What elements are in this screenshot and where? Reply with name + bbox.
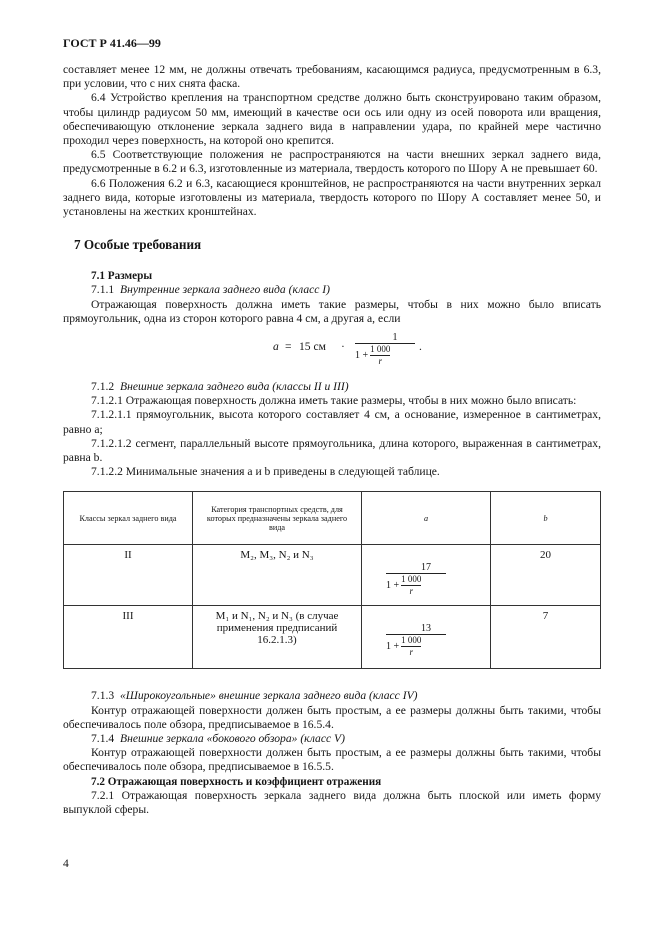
formula-dot: ·: [341, 340, 345, 354]
paragraph-7-1-3-text: Контур отражающей поверхности должен быть простым, а ее размеры должны быть такими, чтобы обеспечивалось поле обзора, предписываемое в 16.5.4.: [63, 703, 601, 731]
formula-fraction: [355, 332, 415, 367]
table-row: [64, 545, 601, 606]
paragraph-7-2-1: 7.2.1 Отражающая поверхность зеркала заднего вида должна быть плоской или иметь форму выпуклой сферы.: [63, 788, 601, 817]
formula-a: [63, 332, 601, 372]
table-cell-class: III: [64, 606, 193, 669]
table-header-row: [64, 492, 601, 545]
fraction-numerator: 17: [421, 562, 431, 574]
fraction-inner-num: 1 000: [401, 574, 422, 585]
table-cell-class: II: [64, 545, 193, 606]
table-header-cell: Категория транспортных средств, для которых предназначены зеркала заднего вида: [193, 492, 362, 545]
clause-7-1-4: [63, 732, 601, 746]
fraction-inner-num: 1 000: [401, 635, 422, 646]
table-row: [64, 606, 601, 669]
section-7-1-title: 7.1 Размеры: [91, 270, 153, 283]
document-header: ГОСТ Р 41.46—99: [63, 36, 161, 50]
table-header-cell: b: [491, 492, 601, 545]
paragraph-6-6: 6.6 Положения 6.2 и 6.3, касающиеся кронштейнов, не распространяются на части внутренних зеркал заднего вида, которые изготовлены из материала, твердость которого по Шору А составляет менее 50, и установлены на жестких кронштейнах.: [63, 176, 601, 219]
table-fraction: [386, 623, 446, 658]
dimensions-table: [63, 491, 601, 669]
section-7-title: 7 Особые требования: [74, 237, 202, 253]
table-cell-b: 20: [491, 545, 601, 606]
paragraph-7-1-4-text: Контур отражающей поверхности должен быть простым, а ее размеры должны быть такими, чтобы обеспечивалось поле обзора, предписываемое в 16.5.5.: [63, 746, 601, 774]
clause-title: Внутренние зеркала заднего вида (класс I): [119, 283, 331, 297]
clause-number: 7.1.1: [91, 283, 115, 297]
table-fraction: [386, 562, 446, 597]
paragraph-7-1-2-1-2: 7.1.2.1.2 сегмент, параллельный высоте прямоугольника, длина которого, выраженная в сантиметрах, равна b.: [63, 436, 601, 465]
fraction-prefix: 1 +: [386, 641, 400, 653]
table-cell-b: 7: [491, 606, 601, 669]
clause-title: Внешние зеркала «бокового обзора» (класс V): [119, 732, 345, 746]
formula-lhs: a: [273, 340, 279, 354]
paragraph-6-4: 6.4 Устройство крепления на транспортном средстве должно быть сконструировано таким образом, чтобы цилиндр радиусом 50 мм, имеющий в качестве оси ось или одну из осей поворота или вращения, обеспечивающую отклонение зеркала заднего вида в направлении удара, по крайней мере частично проходил через поверхность, на которой оно крепится.: [63, 91, 601, 148]
clause-7-1-2: [63, 380, 601, 394]
paragraph-7-1-2-1-1: 7.1.2.1.1 прямоугольник, высота которого составляет 4 см, а основание, измеренное в сантиметрах, равно a;: [63, 408, 601, 436]
formula-den-prefix: 1 +: [355, 350, 369, 362]
table-cell-category: M₁ и N₁, N₂ и N₃ (в случае применения предписаний 16.2.1.3): [193, 606, 362, 669]
fraction-inner-den: r: [401, 585, 421, 597]
page-number: 4: [63, 857, 69, 870]
page: [63, 36, 601, 817]
clause-7-1-1: [63, 283, 601, 297]
formula-value: 15 см: [299, 340, 326, 354]
fraction-inner-den: r: [401, 646, 421, 658]
formula-end: .: [419, 340, 422, 354]
formula-numerator: 1: [392, 332, 398, 344]
fraction-prefix: 1 +: [386, 580, 400, 592]
clause-number: 7.1.3: [91, 689, 115, 703]
table-cell-a: [362, 545, 491, 606]
clause-title: «Широкоугольные» внешние зеркала заднего вида (класс IV): [119, 689, 418, 703]
section-7-2-title: 7.2 Отражающая поверхность и коэффициент отражения: [91, 775, 382, 788]
fraction-numerator: 13: [421, 623, 431, 635]
table-header-cell: Классы зеркал заднего вида: [64, 492, 193, 545]
formula-den-den: r: [370, 355, 390, 367]
formula-equals: =: [285, 340, 292, 354]
clause-number: 7.1.2: [91, 380, 115, 394]
paragraph-continued: составляет менее 12 мм, не должны отвечать требованиям, касающимся радиуса, предусмотренным в 6.3, при условии, что с них снята фаска.: [63, 63, 601, 91]
clause-number: 7.1.4: [91, 732, 115, 746]
table-cell-category: M₂, M₃, N₂ и N₃: [193, 545, 362, 606]
formula-den-num: 1 000: [370, 344, 391, 355]
paragraph-6-5: 6.5 Соответствующие положения не распространяются на части внешних зеркал заднего вида, предусмотренные в 6.2 и 6.3, изготовленные из материала, твердость которого по Шору А не превышает 60.: [63, 148, 601, 176]
paragraph-7-1-2-1: 7.1.2.1 Отражающая поверхность должна иметь такие размеры, чтобы в них можно было вписать:: [91, 394, 577, 408]
table-header-cell: a: [362, 492, 491, 545]
clause-7-1-3: [63, 689, 601, 703]
paragraph-7-1-2-2: 7.1.2.2 Минимальные значения a и b приведены в следующей таблице.: [91, 465, 440, 479]
paragraph-7-1-1-text: Отражающая поверхность должна иметь такие размеры, чтобы в них можно было вписать прямоугольник, одна из сторон которого равна 4 см, а другая a, если: [63, 297, 601, 325]
table-cell-a: [362, 606, 491, 669]
clause-title: Внешние зеркала заднего вида (классы II и III): [119, 380, 349, 394]
